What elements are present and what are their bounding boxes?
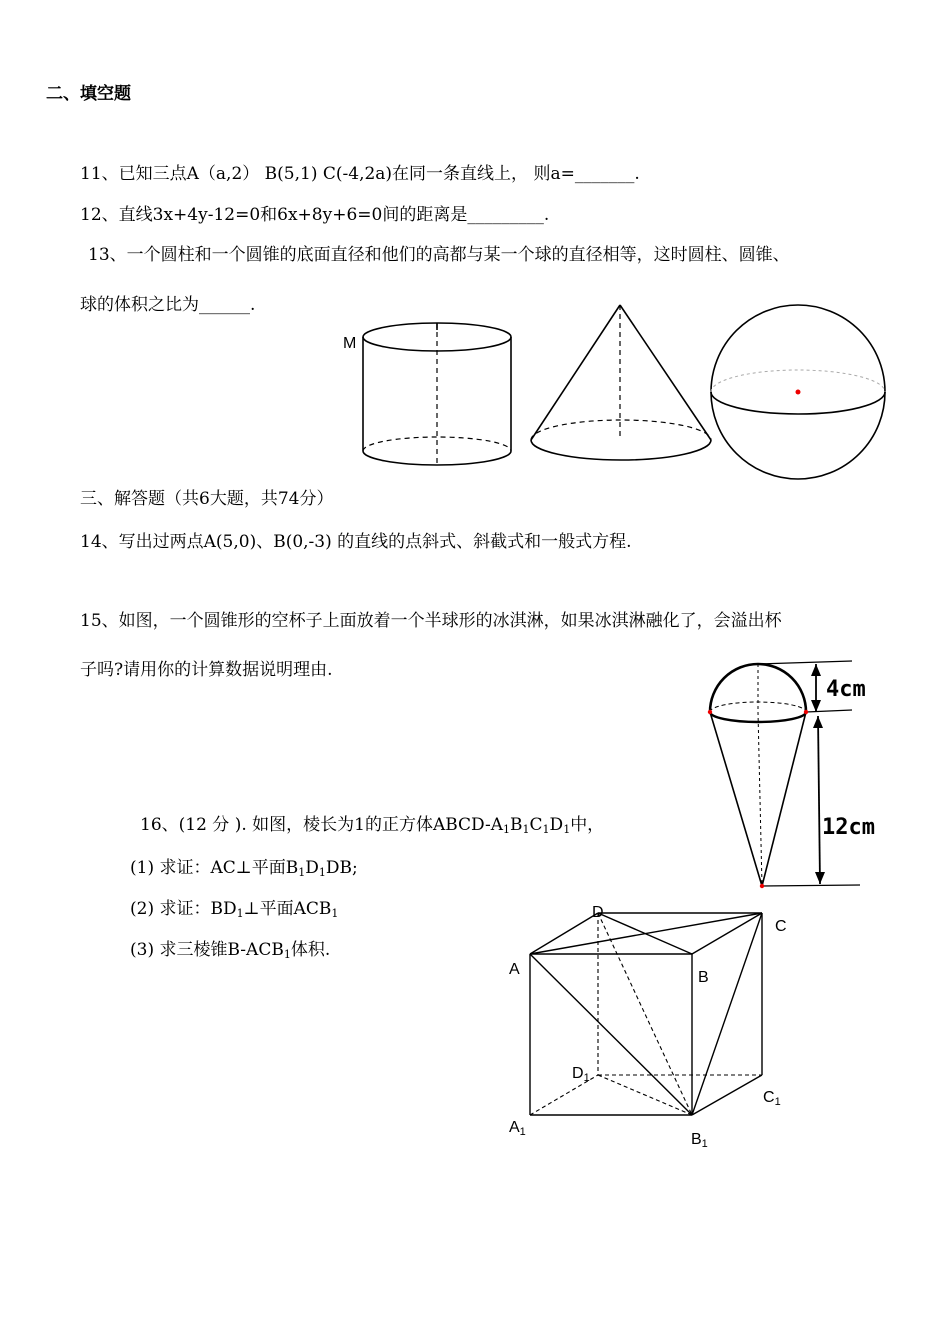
question-12: 12、直线3x+4y-12=0和6x+8y+6=0间的距离是_________.	[80, 205, 550, 225]
cylinder-label-m: M	[343, 335, 357, 352]
question-15-line-2: 子吗?请用你的计算数据说明理由.	[80, 660, 333, 680]
vertex-label-a1: A1	[509, 1119, 526, 1138]
cone-figure	[531, 305, 711, 460]
question-13-line-1: 13、一个圆柱和一个圆锥的底面直径和他们的高都与某一个球的直径相等，这时圆柱、圆锥、	[88, 245, 790, 265]
vertex-label-b1: B1	[691, 1131, 708, 1150]
question-16-part-1: (1) 求证：AC⊥平面$B_1D_1DB$;	[130, 858, 358, 879]
dimension-label-12cm: 12cm	[822, 815, 875, 840]
vertex-label-c: C	[775, 918, 787, 935]
question-16-part-2: (2) 求证：$BD_1\perp$平面$ACB_1$	[130, 899, 339, 920]
question-16-intro: 16、(12 分 ). 如图，棱长为1的正方体ABCD-$A_1B_1C_1D_1$中，	[140, 815, 605, 836]
vertex-label-a: A	[509, 961, 520, 978]
section-3-title: 三、解答题（共6大题，共74分）	[80, 489, 334, 509]
vertex-label-d1: D1	[572, 1065, 590, 1084]
vertex-label-b: B	[698, 969, 709, 986]
sphere-figure	[711, 305, 885, 479]
question-11: 11、已知三点A（a,2） B(5,1) C(-4,2a)在同一条直线上， 则a=_______.	[80, 164, 640, 184]
section-2-title: 二、填空题	[46, 84, 131, 104]
vertex-label-d: D	[592, 904, 604, 921]
question-16-part-3: (3) 求三棱锥$B-ACB_1$体积.	[130, 940, 331, 961]
cylinder-figure	[363, 323, 511, 465]
question-15-line-1: 15、如图，一个圆锥形的空杯子上面放着一个半球形的冰淇淋，如果冰淇淋融化了，会溢出杯	[80, 611, 782, 631]
question-13-line-2: 球的体积之比为______.	[80, 295, 256, 315]
question-14: 14、写出过两点A(5,0)、B(0,-3) 的直线的点斜式、斜截式和一般式方程.	[80, 532, 632, 552]
sphere-center-dot	[796, 390, 801, 395]
dimension-label-4cm: 4cm	[826, 677, 866, 702]
vertex-label-c1: C1	[763, 1089, 781, 1108]
